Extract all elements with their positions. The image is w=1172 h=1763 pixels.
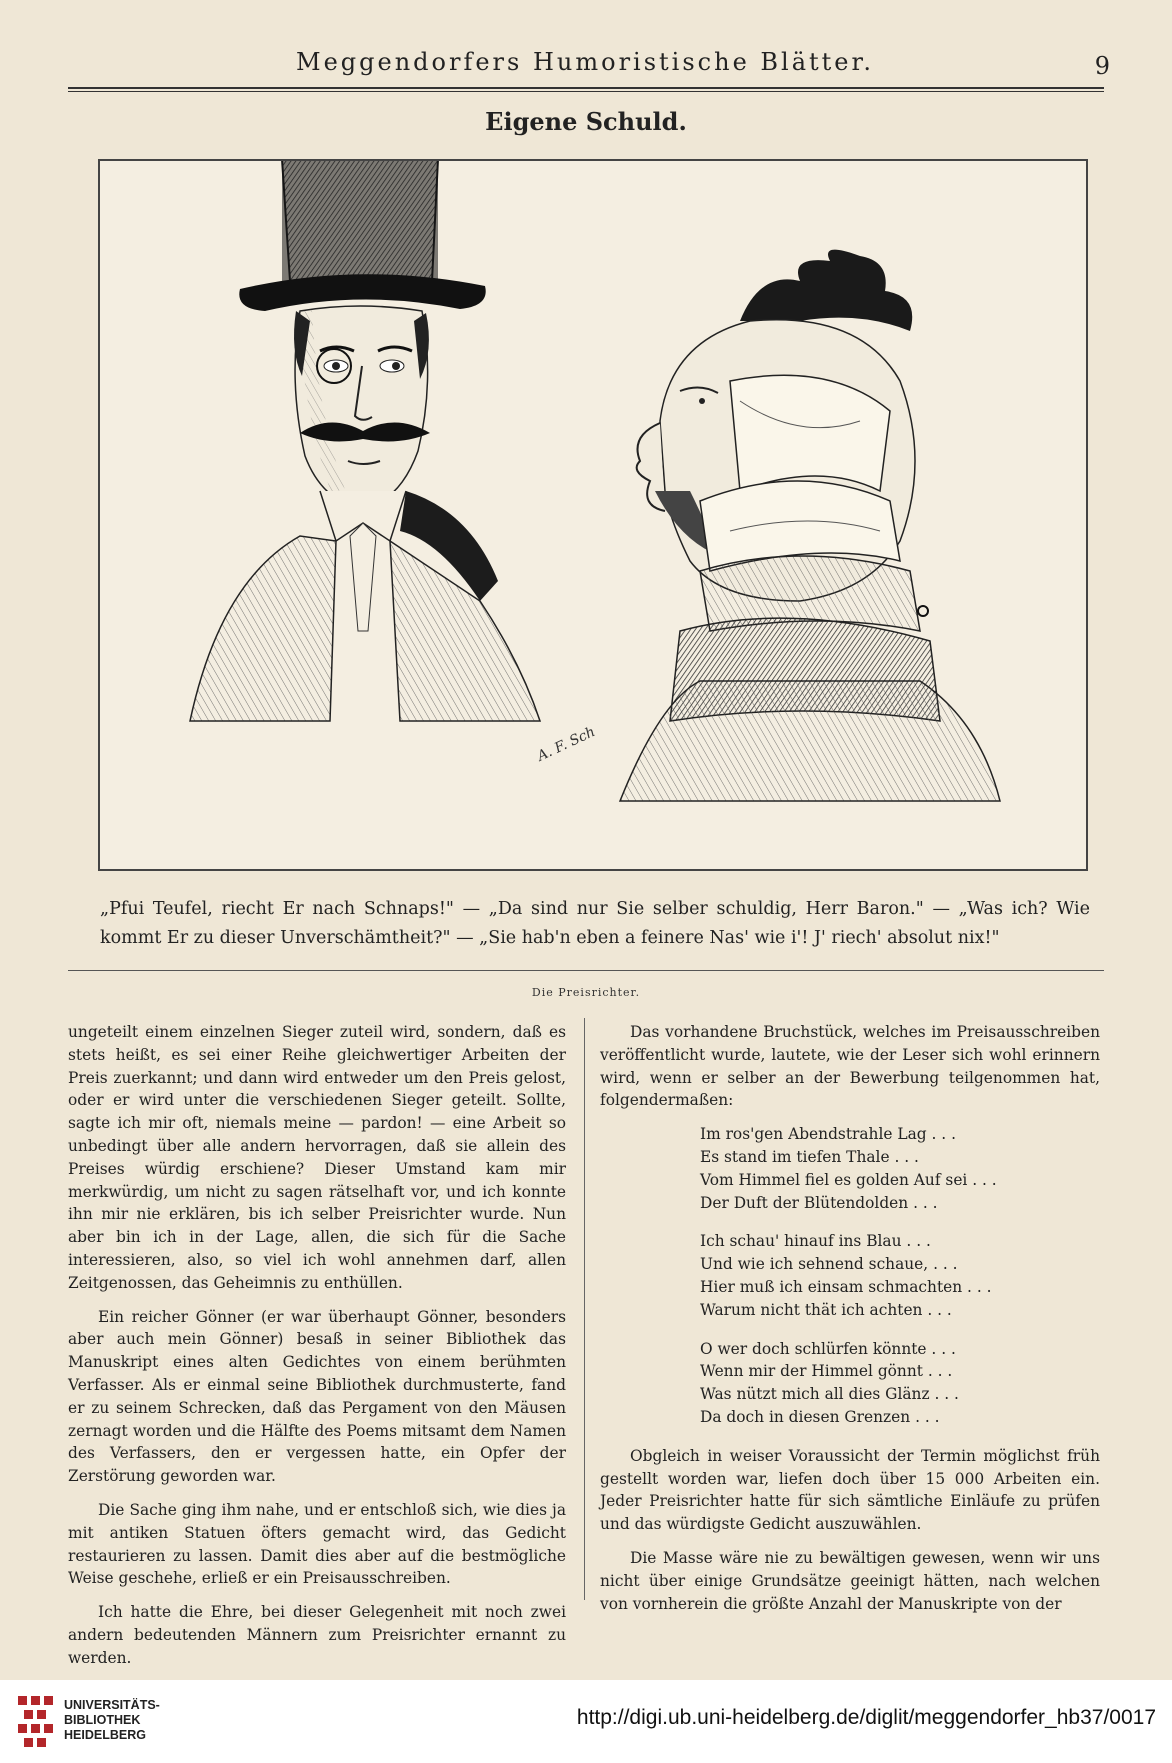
poem-line: Im ros'gen Abendstrahle Lag . . . (700, 1125, 956, 1144)
source-url-link[interactable]: http://digi.ub.uni-heidelberg.de/diglit/meggendorfer_hb37/0017 (576, 1706, 1156, 1729)
section-rule (68, 970, 1104, 971)
top-hat-man (190, 161, 540, 721)
header-rule (68, 87, 1104, 89)
bandaged-man (620, 250, 1000, 801)
column-divider (584, 1018, 585, 1600)
poem-line: O wer doch schlürfen könnte . . . (700, 1339, 956, 1358)
poem-line: Da doch in diesen Grenzen . . . (700, 1407, 940, 1426)
poem-line: Wenn mir der Himmel gönnt . . . (700, 1362, 953, 1381)
poem-line: Ich schau' hinauf ins Blau . . . (700, 1232, 931, 1251)
poem-line: Es stand im tiefen Thale . . . (700, 1147, 919, 1166)
poem-line: Vom Himmel fiel es golden Auf sei . . . (700, 1170, 997, 1189)
paragraph: Die Masse wäre nie zu bewältigen gewesen, wenn wir uns nicht über einige Grundsätze geeinigt hätten, nach welchen von vornherein die größte Anzahl der Manuskripte von der (600, 1548, 1100, 1613)
poem-stanza (700, 1338, 1100, 1429)
paragraph: Ich hatte die Ehre, bei dieser Gelegenheit mit noch zwei andern bedeutenden Männern zum Preisrichter ernannt zu werden. (68, 1603, 566, 1667)
poem-line: Warum nicht thät ich achten . . . (700, 1300, 952, 1319)
paragraph: ungeteilt einem einzelnen Sieger zuteil wird, sondern, daß es stets heißt, es sei einer Reihe gleichwertiger Arbeiten der Preis zuerkannt; und dann wird entweder um den Preis gelost, oder er wird unter die verschiedenen Sieger geteilt. Sollte, sagte ich mir oft, niemals meine — pardon! — eine Arbeit so unbedingt über alle andern hervorragen, daß sie allein des Preises würdig erschiene? Dieser Umstand kam mir merkwürdig, um nicht zu sagen rätselhaft vor, und ich konnte ihn mir nie erklären, bis ich selber Preisrichter wurde. Nun aber bin ich in der Lage, allen, die sich für die Sache interessieren, also, so viel ich wohl annehmen darf, allen Zeitgenossen, das Geheimnis zu enthüllen. (68, 1023, 566, 1292)
right-column (600, 1021, 1100, 1626)
poem-line: Und wie ich sehnend schaue, . . . (700, 1255, 958, 1274)
story-heading: Die Preisrichter. (531, 986, 641, 999)
poem-stanza (700, 1230, 1100, 1321)
cartoon-illustration (98, 159, 1088, 871)
paragraph: Obgleich in weiser Voraussicht der Termin möglichst früh gestellt worden war, liefen doch über 15 000 Arbeiten ein. Jeder Preisrichter hatte für sich sämtliche Einläufe zu prüfen und das würdigste Gedicht auszuwählen. (600, 1446, 1100, 1534)
paragraph: Die Sache ging ihm nahe, und er entschloß sich, wie dies ja mit antiken Statuen öfters gemacht wird, das Gedicht restaurieren zu lassen. Damit dies aber auf die bestmögliche Weise geschehe, erließ er ein Preisausschreiben. (68, 1500, 566, 1588)
poem-line: Was nützt mich all dies Glänz . . . (700, 1385, 959, 1404)
page-number: 9 (1094, 52, 1110, 80)
poem-fragment (700, 1123, 1100, 1429)
library-logo-icon (18, 1692, 58, 1748)
running-title: Meggendorfers Humoristische Blätter. (296, 48, 874, 76)
paragraph: Das vorhandene Bruchstück, welches im Preisausschreiben veröffentlicht wurde, lautete, wie der Leser sich wohl erinnern wird, wenn er selber an der Bewerbung teilgenommen hat, folgendermaßen: (600, 1023, 1100, 1110)
footer-bar (0, 1680, 1172, 1763)
poem-line: Hier muß ich einsam schmachten . . . (700, 1277, 992, 1296)
left-column (68, 1021, 566, 1681)
paragraph: Ein reicher Gönner (er war überhaupt Gönner, besonders aber auch mein Gönner) besaß in seiner Bibliothek das Manuskript eines alten Gedichtes von einem berühmten Verfasser. Als er einmal seine Bibliothek durchmusterte, fand er zu seinem Schrecken, daß das Pergament von den Mäusen zernagt worden und die Hälfte des Poems mitsamt dem Namen des Verfassers, den er vergessen hatte, ein Opfer der Zerstörung geworden war. (68, 1307, 566, 1486)
poem-stanza (700, 1123, 1100, 1214)
cartoon-title: Eigene Schuld. (485, 107, 687, 136)
library-name: UNIVERSITÄTS- BIBLIOTHEK HEIDELBERG (64, 1698, 160, 1742)
artist-signature: A. F. Sch (534, 723, 598, 765)
poem-line: Der Duft der Blütendolden . . . (700, 1193, 938, 1212)
header-rule-thin (68, 91, 1104, 92)
cartoon-caption: „Pfui Teufel, riecht Er nach Schnaps!" — „Da sind nur Sie selber schuldig, Herr Baron." — „Was ich? Wie kommt Er zu dieser Unverschämtheit?" — „Sie hab'n eben a feinere Nas' wie i'! J' riech' absolut nix!" (100, 899, 1090, 948)
